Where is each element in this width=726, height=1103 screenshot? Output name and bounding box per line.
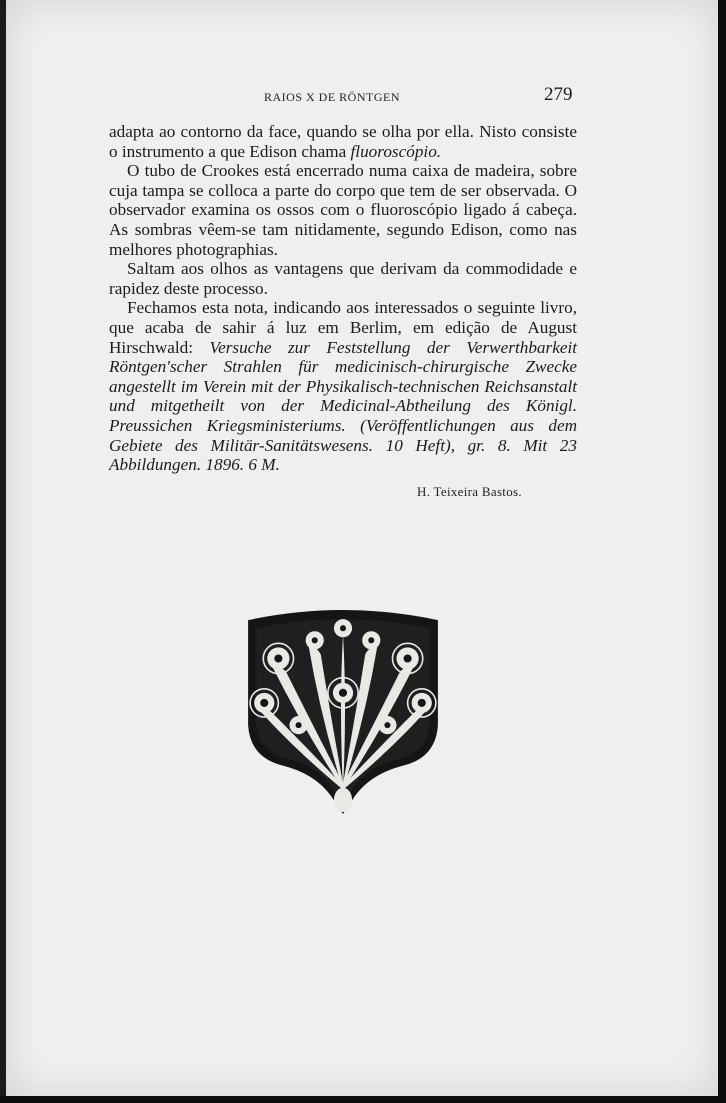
scan-edge-right	[718, 0, 726, 1103]
paragraph-1	[109, 122, 577, 161]
page-number: 279	[544, 84, 573, 105]
scan-edge-bottom	[0, 1096, 726, 1103]
paragraph-4-text: Fechamos esta nota, indicando aos interessados o seguinte livro, que acaba de sahir á luz em Berlim, em edição de August Hirschwald:	[109, 298, 577, 357]
page-sheet	[6, 0, 718, 1096]
fluoroscopio-term: fluoroscópio.	[350, 141, 442, 161]
paragraph-1-text: adapta ao contorno da face, quando se olha por ella. Nisto consiste o instrumento a que Edison chama	[109, 122, 577, 161]
book-citation: Versuche zur Feststellung der Verwerthbarkeit Röntgen'scher Strahlen für medicinisch-chirurgische Zwecke angestellt im Verein mit der Physikalisch-technischen Reichsanstalt und mitgetheilt von der Medicinal-Abtheilung des Königl. Preussichen Kriegsministeriums. (Veröffentlichungen aus dem Gebiete des Militär-Sanitätswesens. 10 Heft), gr. 8. Mit 23 Abbildungen. 1896. 6 M.	[109, 337, 578, 475]
author-signature: H. Teixeira Bastos.	[417, 484, 522, 499]
paragraph-2: O tubo de Crookes está encerrado numa caixa de madeira, sobre cuja tampa se colloca a parte do corpo que tem de ser observada. O observador examina os ossos com o fluoroscópio ligado á cabeça. As sombras vêem-se tam nitidamente, segundo Edison, como nas melhores photographias.	[109, 161, 577, 259]
paragraph-3: Saltam aos olhos as vantagens que derivam da commodidade e rapidez deste processo.	[109, 259, 577, 298]
article-body	[109, 122, 577, 475]
paragraph-4	[109, 298, 577, 474]
running-title: RAIOS X DE RÖNTGEN	[264, 90, 400, 104]
floral-tailpiece-icon	[242, 606, 444, 818]
